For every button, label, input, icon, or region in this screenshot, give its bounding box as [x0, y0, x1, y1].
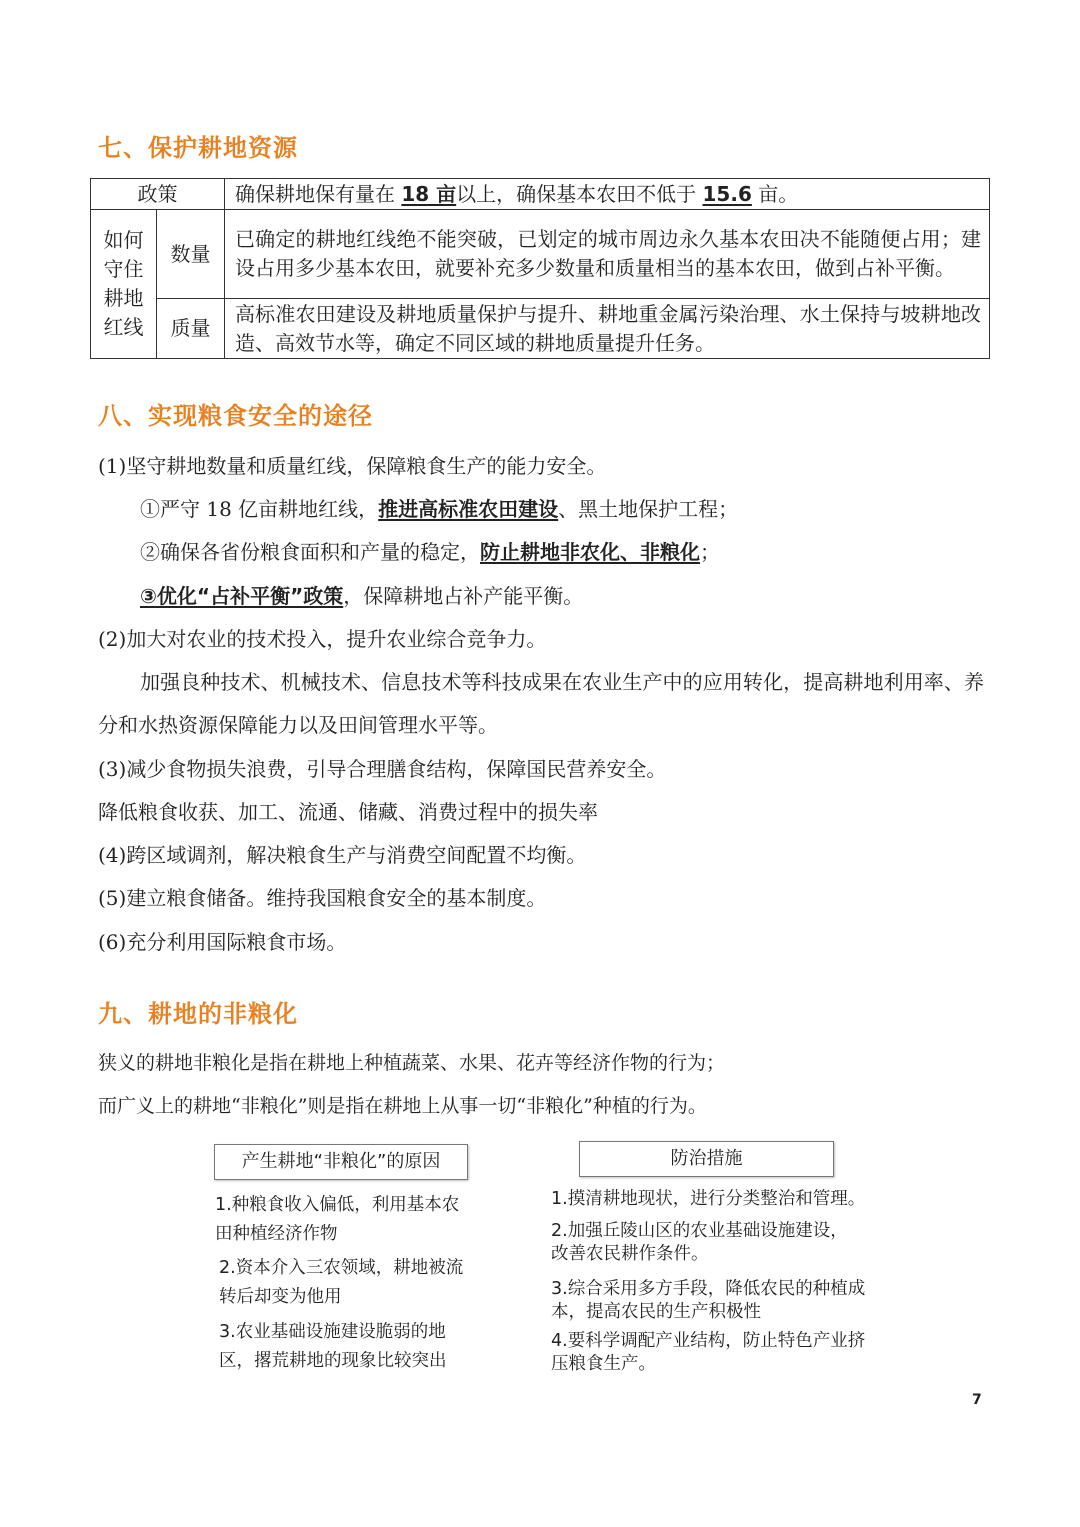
quantity-text: 已确定的耕地红线绝不能突破，已划定的城市周边永久基本农田决不能随便占用；建设占用多少基本农田，就要补充多少数量和质量相当的基本农田，做到占补平衡。	[225, 210, 990, 299]
item-a-pre: ①严守 18 亿亩耕地红线，	[140, 497, 379, 521]
cause-item: 3.农业基础设施建设脆弱的地区，撂荒耕地的现象比较突出	[219, 1322, 447, 1371]
cause-item: 2.资本介入三农领域，耕地被流转后却变为他用	[219, 1258, 464, 1307]
causes-header-box: 产生耕地“非粮化”的原因	[214, 1144, 468, 1180]
approach-3-detail: 降低粮食收获、加工、流通、储藏、消费过程中的损失率	[98, 800, 598, 824]
approach-1-item-b	[140, 537, 720, 567]
section-7-title: 七、保护耕地资源	[98, 134, 298, 162]
quality-label: 质量	[156, 299, 224, 359]
policy-suffix: 亩。	[751, 181, 799, 206]
measure-item: 2.加强丘陵山区的农业基础设施建设，改善农民耕作条件。	[551, 1221, 848, 1264]
measure-item: 1.摸清耕地现状，进行分类整治和管理。	[551, 1189, 866, 1209]
measures-header-box: 防治措施	[579, 1141, 834, 1177]
section-8-title: 八、实现粮食安全的途径	[98, 402, 373, 430]
broad-definition: 而广义上的耕地“非粮化”则是指在耕地上从事一切“非粮化”种植的行为。	[98, 1095, 707, 1117]
approach-6: (6)充分利用国际粮食市场。	[98, 930, 347, 954]
policy-prefix: 确保耕地保有量在	[235, 181, 402, 206]
table-row	[91, 299, 990, 359]
approach-2: (2)加大对农业的技术投入，提升农业综合竞争力。	[98, 627, 547, 651]
approach-4: (4)跨区域调剂，解决粮食生产与消费空间配置不均衡。	[98, 843, 587, 867]
policy-label: 政策	[91, 179, 225, 210]
policy-value-basic: 15.6	[702, 181, 752, 206]
redline-label	[91, 210, 157, 359]
narrow-definition: 狭义的耕地非粮化是指在耕地上种植蔬菜、水果、花卉等经济作物的行为；	[98, 1052, 726, 1074]
cause-item: 1.种粮食收入偏低，利用基本农田种植经济作物	[215, 1195, 460, 1244]
item-c-bold: ③优化“占补平衡”政策	[140, 584, 344, 608]
item-a-bold: 推进高标准农田建设	[378, 497, 559, 521]
approach-3: (3)减少食物损失浪费，引导合理膳食结构，保障国民营养安全。	[98, 757, 667, 781]
approach-2-detail: 加强良种技术、机械技术、信息技术等科技成果在农业生产中的应用转化，提高耕地利用率、养分和水热资源保障能力以及田间管理水平等。	[98, 670, 984, 737]
table-row	[91, 210, 990, 299]
quantity-label: 数量	[156, 210, 224, 299]
measure-item: 3.综合采用多方手段，降低农民的种植成本，提高农民的生产积极性	[551, 1279, 866, 1322]
item-c-post: ，保障耕地占补产能平衡。	[343, 584, 584, 608]
item-b-bold: 防止耕地非农化、非粮化	[480, 540, 700, 564]
page-number: 7	[972, 1392, 982, 1408]
quality-text: 高标准农田建设及耕地质量保护与提升、耕地重金属污染治理、水土保持与坡耕地改造、高效节水等，确定不同区域的耕地质量提升任务。	[225, 299, 990, 359]
approach-1: (1)坚守耕地数量和质量红线，保障粮食生产的能力安全。	[98, 454, 607, 478]
approach-1-item-c	[140, 581, 583, 611]
redline-label-text: 如何守住耕地红线	[103, 228, 144, 339]
table-row	[91, 179, 990, 210]
policy-mid: 以上，确保基本农田不低于	[456, 181, 703, 206]
approach-1-item-a	[140, 494, 738, 524]
farmland-policy-table	[90, 178, 990, 359]
policy-value-total: 18 亩	[401, 181, 457, 206]
measure-item: 4.要科学调配产业结构，防止特色产业挤压粮食生产。	[551, 1331, 866, 1374]
policy-cell	[225, 179, 990, 210]
item-b-post: ；	[700, 540, 720, 564]
section-9-title: 九、耕地的非粮化	[98, 1000, 298, 1028]
item-b-pre: ②确保各省份粮食面积和产量的稳定，	[140, 540, 480, 564]
item-a-post: 、黑土地保护工程；	[558, 497, 739, 521]
approach-5: (5)建立粮食储备。维持我国粮食安全的基本制度。	[98, 886, 547, 910]
